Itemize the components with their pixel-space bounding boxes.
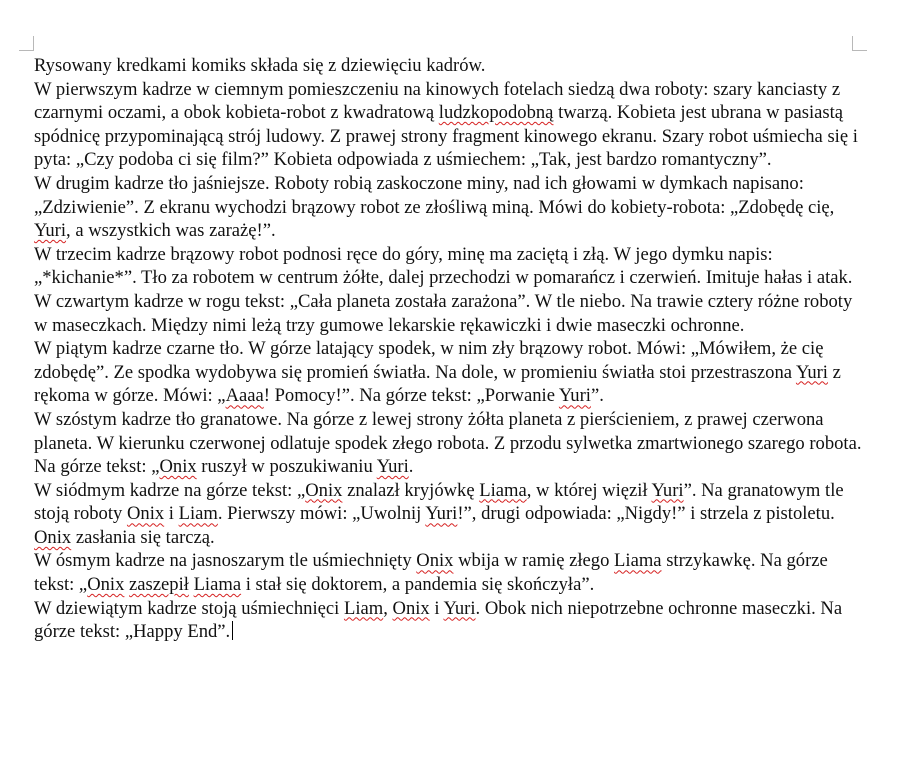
text-run: ”. — [590, 385, 604, 407]
margin-corner-top-right — [852, 36, 867, 51]
spellcheck-flagged-word[interactable]: Yuri — [558, 385, 591, 407]
text-run: i — [164, 503, 179, 525]
paragraph[interactable] — [34, 337, 864, 408]
text-run: , — [383, 597, 393, 619]
text-run: W pierwszym kadrze w ciemnym pomieszczeniu na kinowych fotelach siedzą dwa roboty: szary kanciasty z czarnymi oczami, a obok kobieta-robot z kwadratową — [34, 78, 841, 124]
paragraph[interactable] — [34, 597, 864, 644]
spellcheck-flagged-word[interactable]: Liam — [178, 503, 218, 525]
text-run: i stał się doktorem, a pandemia się skończyła”. — [241, 574, 595, 596]
text-run: W drugim kadrze tło jaśniejsze. Roboty robią zaskoczone miny, nad ich głowami w dymkach napisano: „Zdziwienie”. Z ekranu wychodzi brązowy robot ze złośliwą miną. Mówi do kobiety-robota: „Zdobędę cię, — [34, 172, 835, 218]
text-run: wbija w ramię złego — [453, 550, 615, 572]
spellcheck-flagged-word[interactable]: Liama — [479, 479, 527, 501]
text-run: , w której więził — [526, 479, 652, 501]
paragraph[interactable] — [34, 408, 864, 479]
text-run: W czwartym kadrze w rogu tekst: „Cała planeta została zarażona”. W tle niebo. Na trawie cztery różne roboty w maseczkach. Między nimi leżą trzy gumowe lekarskie rękawiczki i dwie maseczki ochronne. — [34, 290, 853, 336]
text-run: W trzecim kadrze brązowy robot podnosi ręce do góry, minę ma zaciętą i złą. W jego dymku napis: „*kichanie*”. Tło za robotem w centrum żółte, dalej przechodzi w pomarańcz i czerwień. Imituje hałas i atak. — [34, 243, 853, 289]
text-run: ”. Na granatowym tle stoją roboty — [34, 479, 844, 525]
text-run: znalazł kryjówkę — [342, 479, 480, 501]
paragraph[interactable] — [34, 549, 864, 596]
spellcheck-flagged-word[interactable]: Yuri — [443, 597, 476, 619]
spellcheck-flagged-word[interactable]: Yuri — [34, 220, 67, 242]
text-run: W szóstym kadrze tło granatowe. Na górze z lewej strony żółta planeta z pierścieniem, z prawej czerwona planeta. W kierunku czerwonej odlatuje spodek złego robota. Z przodu sylwetka zmartwionego szarego robota. Na górze tekst: „ — [34, 408, 862, 478]
spellcheck-flagged-word[interactable]: Onix — [87, 574, 125, 596]
text-run: !”, drugi odpowiada: „Nigdy!” i strzela z pistoletu. — [457, 503, 835, 525]
spellcheck-flagged-word[interactable]: Liam — [343, 597, 384, 619]
text-run: Rysowany kredkami komiks składa się z dziewięciu kadrów. — [34, 55, 486, 76]
spellcheck-flagged-word[interactable]: Yuri — [376, 456, 409, 478]
text-run: i — [429, 597, 444, 619]
spellcheck-flagged-word[interactable]: Yuri — [425, 503, 458, 525]
text-run: strzykawkę. Na górze tekst: „ — [34, 550, 828, 596]
text-run: zasłania się tarczą. — [71, 526, 215, 548]
paragraph[interactable] — [34, 78, 864, 172]
spellcheck-flagged-word[interactable]: Yuri — [795, 361, 828, 383]
text-run: . Obok nich niepotrzebne ochronne maseczki. Na górze tekst: „Happy End”. — [34, 597, 843, 643]
text-run: z rękoma w górze. Mówi: „ — [34, 361, 841, 407]
text-run: W siódmym kadrze na górze tekst: „ — [34, 479, 306, 501]
text-run: W ósmym kadrze na jasnoszarym tle uśmiechnięty — [34, 550, 417, 572]
text-run: twarzą. Kobieta jest ubrana w pasiastą spódnicę przypominającą strój ludowy. Z prawej strony fragment kinowego ekranu. Szary robot uśmiecha się i pyta: „Czy podoba ci się film?” Kobieta odpowiada z uśmiechem: „Tak, jest bardzo romantyczny”. — [34, 102, 858, 171]
spellcheck-flagged-word[interactable]: Liama — [193, 574, 242, 596]
paragraph[interactable] — [34, 479, 864, 550]
paragraph[interactable] — [34, 290, 864, 337]
text-run: W dziewiątym kadrze stoją uśmiechnięci — [34, 597, 344, 619]
text-run: ! Pomocy!”. Na górze tekst: „Porwanie — [263, 385, 559, 407]
paragraph[interactable] — [34, 243, 864, 290]
text-run: ruszył w poszukiwaniu — [196, 456, 377, 478]
spellcheck-flagged-word[interactable]: Onix — [126, 503, 165, 525]
document-body[interactable] — [34, 54, 864, 644]
spellcheck-flagged-word[interactable]: Liama — [614, 550, 662, 572]
spellcheck-flagged-word[interactable]: Yuri — [651, 479, 684, 501]
text-run: . — [408, 456, 414, 478]
spellcheck-flagged-word[interactable]: zaszepił — [129, 574, 189, 596]
spellcheck-flagged-word[interactable]: Onix — [305, 479, 343, 501]
spellcheck-flagged-word[interactable]: Onix — [34, 526, 72, 548]
paragraph[interactable] — [34, 54, 864, 78]
text-run: . Pierwszy mówi: „Uwolnij — [217, 503, 426, 525]
spellcheck-flagged-word[interactable]: Aaaa — [225, 385, 264, 407]
spellcheck-flagged-word[interactable]: Onix — [392, 597, 430, 619]
paragraph[interactable] — [34, 172, 864, 243]
spellcheck-flagged-word[interactable]: Onix — [416, 550, 454, 572]
text-run: , a wszystkich was zarażę!”. — [66, 220, 276, 242]
spellcheck-flagged-word[interactable]: ludzkopodobną — [438, 102, 554, 124]
text-run: W piątym kadrze czarne tło. W górze latający spodek, w nim zły brązowy robot. Mówi: „Mówiłem, że cię zdobędę”. Ze spodka wydobywa się promień światła. Na dole, w promieniu światła stoi przestraszona — [34, 338, 824, 383]
margin-corner-top-left — [19, 36, 34, 51]
text-cursor — [232, 621, 233, 640]
spellcheck-flagged-word[interactable]: Onix — [159, 456, 197, 478]
